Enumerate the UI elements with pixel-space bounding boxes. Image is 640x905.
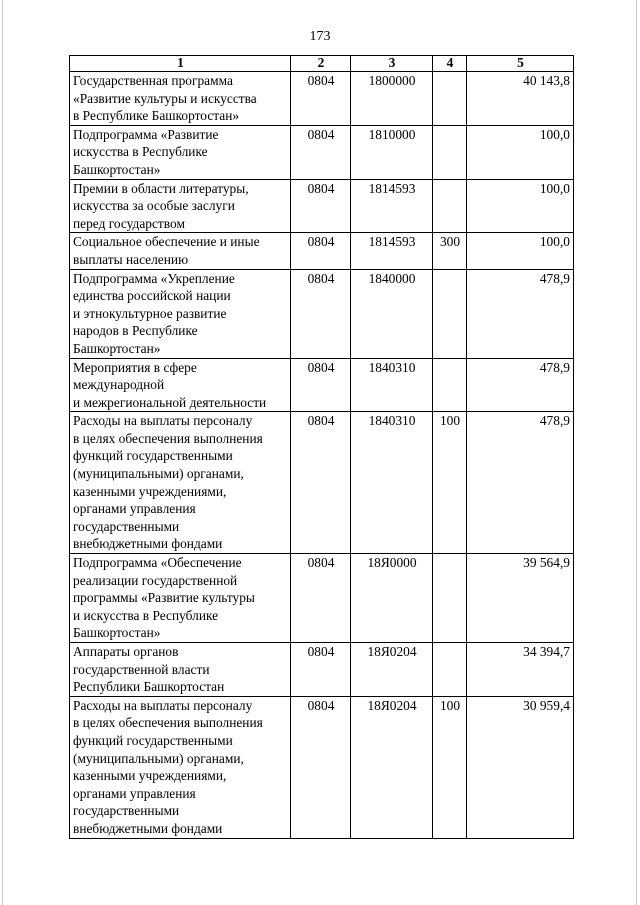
- row-name: Расходы на выплаты персоналу в целях обеспечения выполнения функций государственными (муниципальными) органами, казенными учреждениями, органами управления государственными внебюджетными фондами: [70, 412, 291, 554]
- table-row: [70, 233, 574, 269]
- row-article: 18Я0204: [351, 643, 433, 697]
- table-row: [70, 412, 574, 554]
- row-section: 0804: [291, 643, 351, 697]
- row-expense-type: [433, 554, 467, 643]
- table-row: [70, 554, 574, 643]
- row-article: 18Я0000: [351, 554, 433, 643]
- header-cell-4: 4: [433, 56, 467, 72]
- row-section: 0804: [291, 233, 351, 269]
- row-expense-type: [433, 72, 467, 126]
- row-article: 1814593: [351, 179, 433, 233]
- row-expense-type: [433, 179, 467, 233]
- row-name: Подпрограмма «Обеспечение реализации государственной программы «Развитие культуры и искусства в Республике Башкортостан»: [70, 554, 291, 643]
- header-row: [70, 56, 574, 72]
- row-section: 0804: [291, 696, 351, 838]
- header-cell-3: 3: [351, 56, 433, 72]
- row-name: Подпрограмма «Укрепление единства российской нации и этнокультурное развитие народов в Республике Башкортостан»: [70, 269, 291, 358]
- row-amount: 30 959,4: [467, 696, 574, 838]
- row-amount: 100,0: [467, 125, 574, 179]
- header-cell-5: 5: [467, 56, 574, 72]
- table-row: [70, 643, 574, 697]
- page-number: 173: [309, 29, 331, 44]
- table-row: [70, 269, 574, 358]
- row-article: 1840310: [351, 412, 433, 554]
- row-section: 0804: [291, 412, 351, 554]
- row-amount: 100,0: [467, 233, 574, 269]
- row-expense-type: 300: [433, 233, 467, 269]
- row-section: 0804: [291, 269, 351, 358]
- row-name: Государственная программа «Развитие культуры и искусства в Республике Башкортостан»: [70, 72, 291, 126]
- header-cell-1: 1: [70, 56, 291, 72]
- row-expense-type: [433, 125, 467, 179]
- row-article: 1840000: [351, 269, 433, 358]
- row-section: 0804: [291, 179, 351, 233]
- row-name: Расходы на выплаты персоналу в целях обеспечения выполнения функций государственными (муниципальными) органами, казенными учреждениями, органами управления государственными внебюджетными фондами: [70, 696, 291, 838]
- row-amount: 100,0: [467, 179, 574, 233]
- row-section: 0804: [291, 554, 351, 643]
- budget-table: [69, 55, 574, 839]
- row-expense-type: 100: [433, 412, 467, 554]
- row-name: Подпрограмма «Развитие искусства в Республике Башкортостан»: [70, 125, 291, 179]
- row-name: Социальное обеспечение и иные выплаты населению: [70, 233, 291, 269]
- row-amount: 40 143,8: [467, 72, 574, 126]
- scan-edge-right: [636, 0, 637, 905]
- table-row: [70, 72, 574, 126]
- row-amount: 478,9: [467, 358, 574, 412]
- table-row: [70, 358, 574, 412]
- table-row: [70, 125, 574, 179]
- row-expense-type: [433, 358, 467, 412]
- row-name: Премии в области литературы, искусства за особые заслуги перед государством: [70, 179, 291, 233]
- row-article: 18Я0204: [351, 696, 433, 838]
- header-cell-2: 2: [291, 56, 351, 72]
- row-name: Мероприятия в сфере международной и межрегиональной деятельности: [70, 358, 291, 412]
- row-amount: 34 394,7: [467, 643, 574, 697]
- table-row: [70, 696, 574, 838]
- row-name: Аппараты органов государственной власти Республики Башкортостан: [70, 643, 291, 697]
- row-article: 1840310: [351, 358, 433, 412]
- row-amount: 478,9: [467, 412, 574, 554]
- row-expense-type: [433, 269, 467, 358]
- row-article: 1810000: [351, 125, 433, 179]
- row-expense-type: 100: [433, 696, 467, 838]
- table-row: [70, 179, 574, 233]
- row-section: 0804: [291, 125, 351, 179]
- scan-edge-left: [2, 0, 3, 905]
- row-expense-type: [433, 643, 467, 697]
- row-section: 0804: [291, 358, 351, 412]
- row-section: 0804: [291, 72, 351, 126]
- row-amount: 478,9: [467, 269, 574, 358]
- row-article: 1814593: [351, 233, 433, 269]
- row-article: 1800000: [351, 72, 433, 126]
- row-amount: 39 564,9: [467, 554, 574, 643]
